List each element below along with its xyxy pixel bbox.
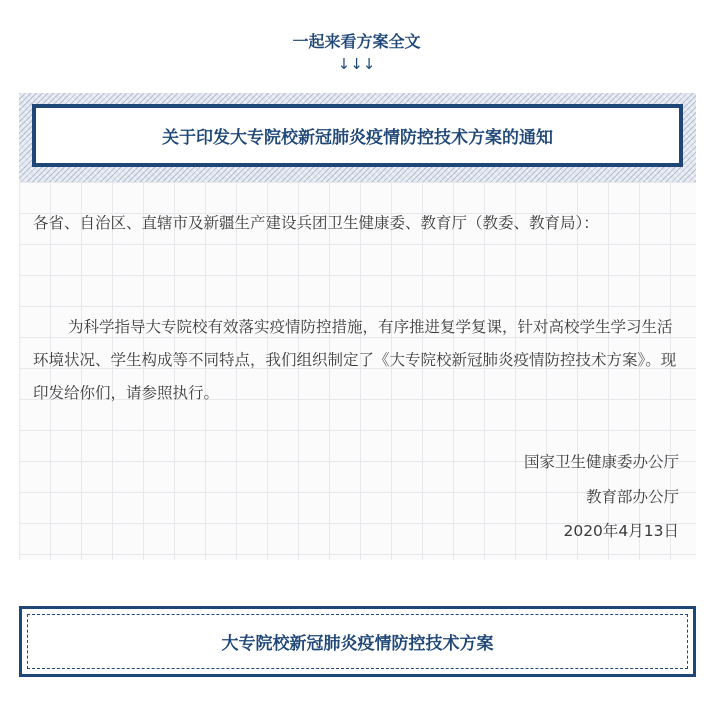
notice-banner [19, 93, 696, 182]
body-paragraph: 为科学指导大专院校有效落实疫情防控措施，有序推进复学复课，针对高校学生学习生活环境状况、学生构成等不同特点，我们组织制定了《大专院校新冠肺炎疫情防控技术方案》。现印发给你们，请参照执行。 [33, 318, 677, 402]
section-title: 大专院校新冠肺炎疫情防控技术方案 [221, 634, 494, 654]
down-arrows-icon: ↓↓↓ [337, 55, 376, 73]
intro-header [0, 30, 713, 72]
notice-title: 关于印发大专院校新冠肺炎疫情防控技术方案的通知 [162, 128, 553, 148]
section-title-inner-frame [27, 614, 688, 669]
issuer-education-ministry: 教育部办公厅 [585, 488, 679, 506]
issuer-health-commission: 国家卫生健康委办公厅 [523, 453, 679, 471]
section-title-box [19, 606, 696, 677]
issue-date: 2020年4月13日 [563, 522, 679, 540]
notice-title-box [32, 104, 683, 167]
addressee-paragraph: 各省、自治区、直辖市及新疆生产建设兵团卫生健康委、教育厅（教委、教育局）： [33, 214, 599, 232]
intro-title: 一起来看方案全文 [292, 32, 421, 51]
